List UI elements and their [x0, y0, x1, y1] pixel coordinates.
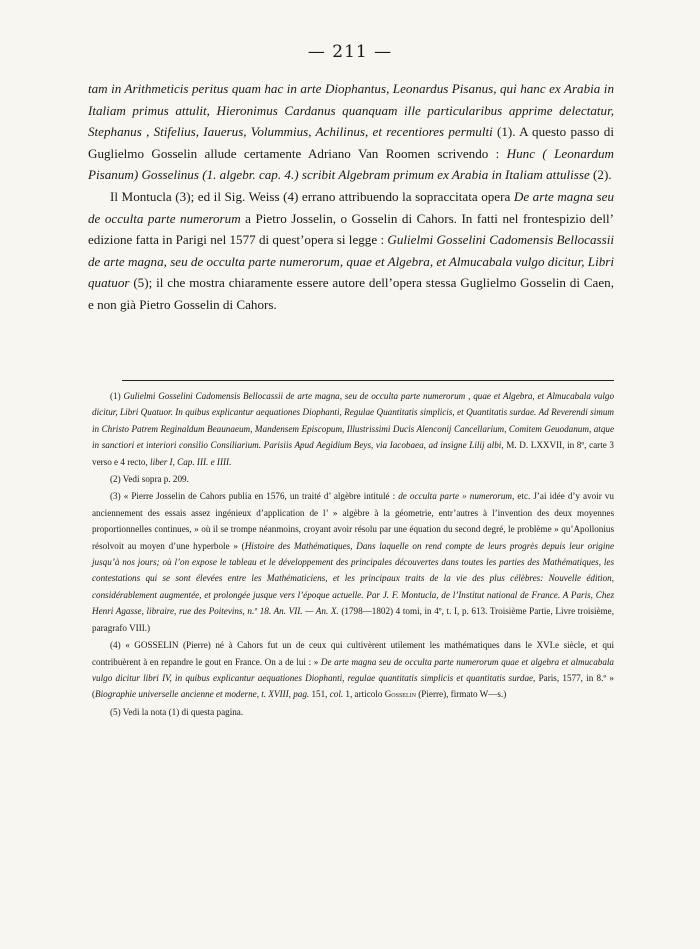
- text-run: a Pietro Josselin, o Gosselin di Cahors. In fatti nel frontespizio dell’ edizione fatta in Parigi nel 1577 di quest’opera si legge :: [88, 210, 614, 248]
- footnote-text: , etc. J’ai idée d’y avoir vu anciennement des essais assez ingénieux d’application de l’ » algèbre à la géometrie, entr’autres à l’invention des deux moyennes proportionnelles continues, » où il se trompe néanmoins, croyant avoir résolu par une équation du second degré, le problème » qu’Apollonius résolvoit au moyen d’une hyperbole » (: [92, 491, 614, 551]
- footnote-italic: liber I, Cap. III. e IIII.: [150, 456, 232, 467]
- work-title: De arte magna seu de occulta parte numerorum: [88, 188, 614, 226]
- footnote-text: (Pierre), firmato W—s.): [415, 689, 507, 700]
- footnote-italic: Biographie universelle ancienne et moderne, t. XVIII, pag.: [95, 689, 310, 700]
- footnote-italic: De arte magna seu de occulta parte numerorum quae et algebra et almucabala vulgo dicitur libri IV, in quibus explicantur aequationes Diophanti, regulae quantitatis simplicis et quantitatis surdae,: [92, 656, 614, 683]
- paragraph-1: [88, 78, 614, 186]
- text-run: Il Montucla (3); ed il Sig. Weiss (4) errano attribuendo la sopraccitata opera: [110, 188, 514, 204]
- text-run: (5); il che mostra chiaramente essere autore dell’opera stessa Guglielmo Gosselin di Caen, e non già Pietro Gosselin di Cahors.: [88, 275, 614, 312]
- text-run: (1). A questo passo di Guglielmo Gosselin allude certamente Adriano Van Roomen scrivendo :: [88, 124, 614, 161]
- footnote-text: (3) « Pierre Josselin de Cahors publia en 1576, un traité d’ algèbre intitulé :: [110, 491, 399, 502]
- footnote-text: 1, articolo: [343, 689, 385, 700]
- footnote-3: [92, 488, 614, 636]
- footnote-2: (2) Vedi sopra p. 209.: [110, 474, 189, 485]
- main-text: [88, 78, 614, 316]
- footnote-5: (5) Vedi la nota (1) di questa pagina.: [110, 706, 244, 717]
- footnote-number: (1): [110, 391, 124, 401]
- footnote-text: 151,: [309, 689, 330, 700]
- footnote-1: [92, 388, 614, 470]
- latin-quote: Hunc ( Leonardum Pisanum) Gosselinus (1. algebr. cap. 4.) scribit Algebram primum ex Arabia in Italiam attulisse: [88, 145, 614, 183]
- footnote-text: (1798—1802) 4 tomi, in 4º, t. I, p. 613. Troisième Partie, Livre troisième, paragrafo VIII.): [92, 606, 614, 633]
- footnote-separator: [122, 380, 614, 381]
- footnote-smallcaps: Gosselin: [384, 689, 416, 700]
- work-title-full: Gulielmi Gosselini Cadomensis Bellocassii de arte magna, seu de occulta parte numerorum, quae et Algebra, et Almucabala vulgo dicitur, Libri quatuor: [88, 232, 614, 291]
- latin-quote: tam in Arithmeticis peritus quam hac in arte Diophantus, Leonardus Pisanus, qui hanc ex Arabia in Italiam primus attulit, Hieronimus Cardanus quanquam ille particularibus apprime delectatur, Stephanus , Stifelius, Iauerus, Volummius, Achilinus, et recentiores permulti: [88, 81, 614, 140]
- footnote-italic: Histoire des Mathématiques, Dans laquelle on rend compte de leurs progrès depuis leur origine jusqu’à nos jours; où l’on expose le tableau et le développement des principales découvertes dans toutes les parties des Mathématiques, les contestations qui se sont élevées entre les Mathématiciens, et les principaux traits de la vie des plus célèbres: Nouvelle édition, considérablement augmentée, et prolongée jusque vers l’époque actuelle. Par J. F. Montucla, de l’Institut national de France. A Paris, Chez Henri Agasse, libraire, rue des Poitevins, n.º 18. An. VII. — An. X.: [92, 540, 614, 617]
- footnote-italic: de occulta parte » numerorum: [398, 491, 513, 502]
- footnote-italic: col.: [329, 689, 344, 700]
- paragraph-2: [88, 186, 614, 316]
- footnote-text: Paris, 1577, in 8.º » (: [92, 672, 614, 700]
- footnotes: [92, 388, 614, 720]
- text-run: (2).: [589, 167, 612, 183]
- footnote-4: [92, 637, 614, 703]
- page-number: — 211 —: [307, 42, 393, 62]
- footnote-text: (4) « GOSSELIN (Pierre) né à Cahors fut un de ceux qui cultivèrent utilement les mathématiques dans le XVI.e siècle, et qui contribuèrent à en repandre le gout en France. On a de lui : »: [92, 640, 614, 667]
- footnote-italic: Gulielmi Gosselini Cadomensis Bellocassii de arte magna, seu de occulta parte numerorum , quae et Algebra, et Almucabala vulgo dicitur, Libri Quatuor. In quibus explicantur aequationes Diophanti, Regulae Quantitatis simplicis, et Quantitatis surdae. Ad Reverendi simum in Christo Patrem Reginaldum Beaunaeum, Mandensem Episcopum, Illustrissimi Ducis Alenconij Cancellarium, Comitem Geuodanum, atque in sanctiori et interiori consilio Consiliarium. Parisiis Apud Aegidium Beys, via Iacobaea, ad insigne Lilij albi,: [92, 391, 615, 451]
- footnote-text: M. D. LXXVII, in 8º, carte 3 verso e 4 recto,: [92, 440, 614, 467]
